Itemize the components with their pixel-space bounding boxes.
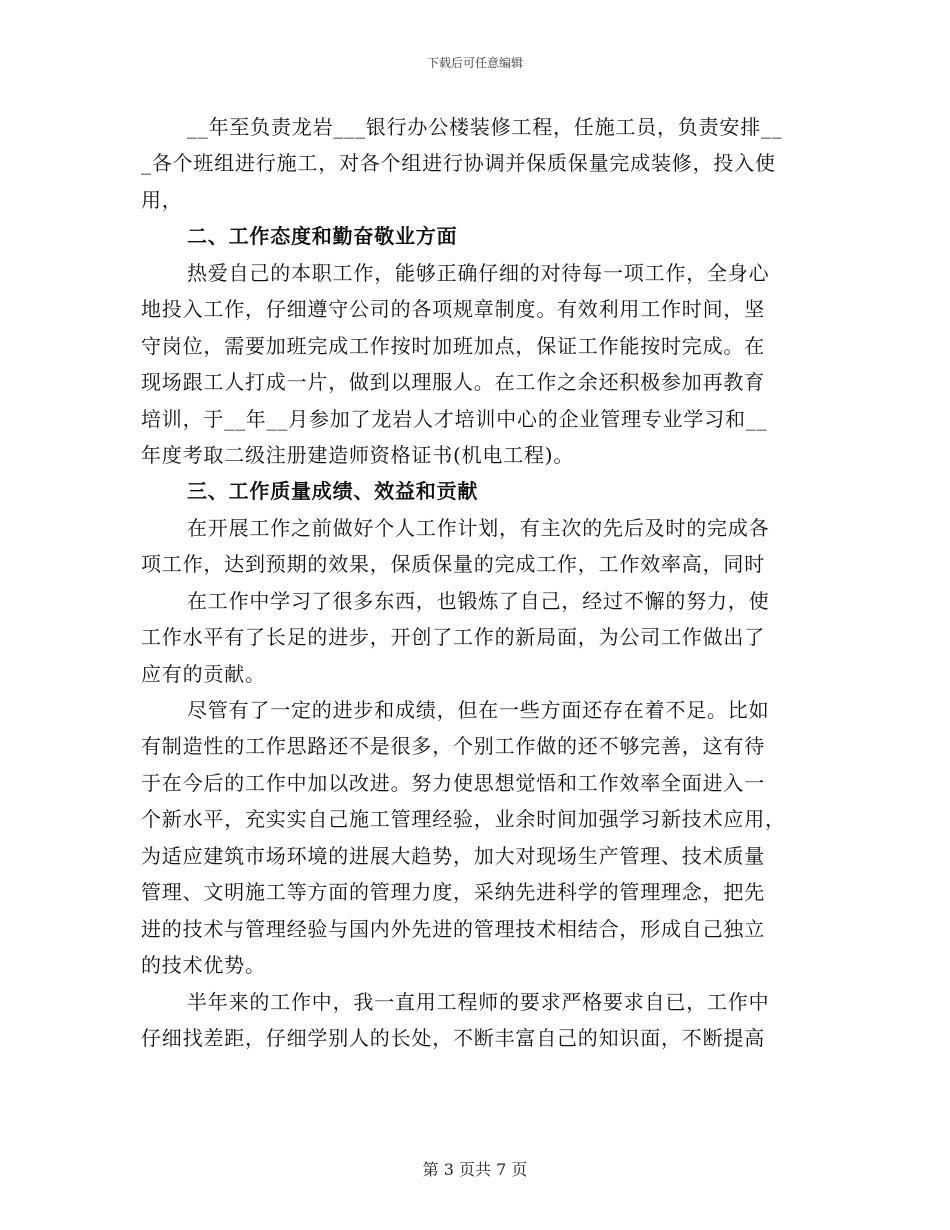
paragraph-line: 用， [141, 187, 183, 212]
paragraph-line: 应有的贡献。 [141, 661, 266, 686]
paragraph-line: 的技术优势。 [141, 953, 266, 978]
paragraph-line: 热爱自己的本职工作，能够正确仔细的对待每一项工作，全身心 [187, 260, 770, 285]
paragraph-line: 年度考取二级注册建造师资格证书(机电工程)。 [141, 442, 575, 467]
paragraph-line: 半年来的工作中，我一直用工程师的要求严格要求自已，工作中 [187, 989, 770, 1014]
paragraph-line: 个新水平，充实实自己施工管理经验，业余时间加强学习新技术应用， [141, 807, 786, 832]
paragraph-line: _各个班组进行施工，对各个组进行协调并保质保量完成装修，投入使 [141, 151, 776, 176]
page-header-note: 下载后可任意编辑 [426, 56, 523, 70]
paragraph-line: 现场跟工人打成一片，做到以理服人。在工作之余还积极参加再教育 [141, 370, 765, 395]
paragraph-line: 培训，于__年__月参加了龙岩人才培训中心的企业管理专业学习和__ [141, 406, 768, 431]
paragraph-line: 管理、文明施工等方面的管理力度，采纳先进科学的管理理念，把先 [141, 880, 765, 905]
paragraph-line: 进的技术与管理经验与国内外先进的管理技术相结合，形成自己独立 [141, 916, 765, 941]
section-heading: 二、工作态度和勤奋敬业方面 [187, 224, 458, 249]
paragraph-line: 有制造性的工作思路还不是很多，个别工作做的还不够完善，这有待 [141, 734, 765, 759]
paragraph-line: 仔细找差距，仔细学别人的长处，不断丰富自己的知识面，不断提高 [141, 1025, 765, 1050]
paragraph-line: 在工作中学习了很多东西，也锻炼了自己，经过不懈的努力，使 [187, 588, 770, 613]
paragraph-line: 工作水平有了长足的进步，开创了工作的新局面，为公司工作做出了 [141, 625, 765, 650]
paragraph-line: 项工作，达到预期的效果，保质保量的完成工作，工作效率高，同时 [141, 552, 765, 577]
paragraph-line: __年至负责龙岩___银行办公楼装修工程，任施工员，负责安排__ [187, 115, 783, 139]
page-number: 第 3 页共 7 页 [422, 1160, 528, 1179]
section-heading: 三、工作质量成绩、效益和贡献 [187, 479, 479, 504]
paragraph-line: 地投入工作，仔细遵守公司的各项规章制度。有效利用工作时间，坚 [141, 297, 765, 322]
paragraph-line: 为适应建筑市场环境的进展大趋势，加大对现场生产管理、技术质量 [141, 843, 765, 868]
paragraph-line: 守岗位，需要加班完成工作按时加班加点，保证工作能按时完成。在 [141, 333, 765, 358]
paragraph-line: 于在今后的工作中加以改进。努力使思想觉悟和工作效率全面进入一 [141, 770, 765, 795]
document-body [141, 109, 806, 1056]
paragraph-line: 在开展工作之前做好个人工作计划，有主次的先后及时的完成各 [187, 515, 770, 540]
paragraph-line: 尽管有了一定的进步和成绩，但在一些方面还存在着不足。比如 [187, 698, 770, 722]
